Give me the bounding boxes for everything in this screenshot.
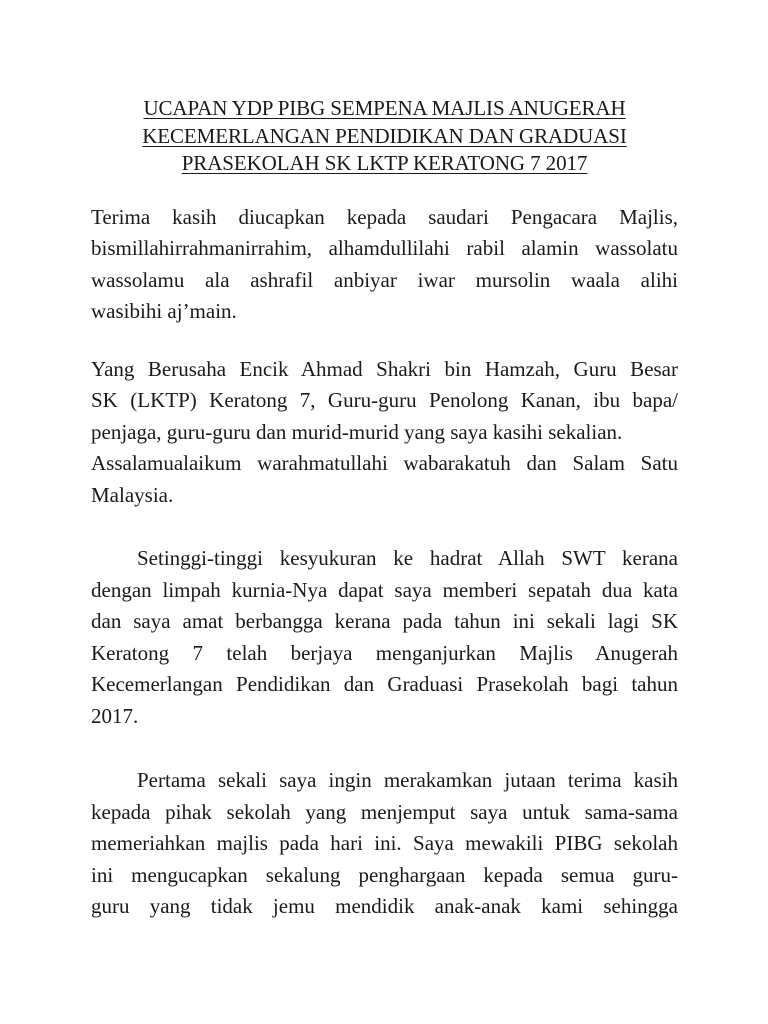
title-line: PRASEKOLAH SK LKTP KERATONG 7 2017 bbox=[181, 151, 588, 175]
paragraph-line: 2017. bbox=[91, 703, 139, 728]
paragraph-line: Yang Berusaha Encik Ahmad Shakri bin Hamzah, Guru Besar bbox=[91, 356, 678, 381]
paragraph-line: Kecemerlangan Pendidikan dan Graduasi Prasekolah bagi tahun bbox=[91, 672, 678, 696]
paragraph-line: memeriahkan majlis pada hari ini. Saya mewakili PIBG sekolah bbox=[91, 831, 678, 855]
paragraph-line: guru yang tidak jemu mendidik anak-anak kami sehingga bbox=[91, 894, 678, 918]
paragraph-line: Assalamualaikum warahmatullahi wabarakatuh dan Salam Satu bbox=[91, 451, 678, 475]
document-title bbox=[91, 95, 678, 178]
paragraph-line: Setinggi-tinggi kesyukuran ke hadrat Allah SWT kerana bbox=[137, 546, 678, 570]
paragraph-line: dan saya amat berbangga kerana pada tahun ini sekali lagi SK bbox=[91, 609, 678, 633]
title-line: KECEMERLANGAN PENDIDIKAN DAN GRADUASI bbox=[142, 123, 627, 148]
paragraph-gratitude bbox=[91, 543, 678, 732]
paragraph-line: penjaga, guru-guru dan murid-murid yang saya kasihi sekalian. bbox=[91, 419, 623, 444]
paragraph-greeting bbox=[91, 202, 678, 328]
paragraph-line: wasibihi aj’main. bbox=[91, 299, 237, 323]
paragraph-line: SK (LKTP) Keratong 7, Guru-guru Penolong Kanan, ibu bapa/ bbox=[91, 388, 678, 412]
paragraph-line: kepada pihak sekolah yang menjemput saya untuk sama-sama bbox=[91, 799, 678, 824]
paragraph-line: dengan limpah kurnia-Nya dapat saya memberi sepatah dua kata bbox=[91, 577, 678, 602]
paragraph-line: Keratong 7 telah berjaya menganjurkan Majlis Anugerah bbox=[91, 640, 678, 665]
paragraph-line: Malaysia. bbox=[91, 482, 174, 507]
paragraph-salutation bbox=[91, 354, 678, 512]
paragraph-line: Terima kasih diucapkan kepada saudari Pengacara Majlis, bbox=[91, 204, 678, 229]
paragraph-thanks bbox=[91, 765, 678, 923]
paragraph-line: Pertama sekali saya ingin merakamkan jutaan terima kasih bbox=[137, 768, 678, 792]
title-line: UCAPAN YDP PIBG SEMPENA MAJLIS ANUGERAH bbox=[143, 96, 626, 120]
paragraph-line: bismillahirrahmanirrahim, alhamdullilahi rabil alamin wassolatu bbox=[91, 236, 678, 260]
paragraph-line: ini mengucapkan sekalung penghargaan kepada semua guru- bbox=[91, 862, 678, 887]
paragraph-line: wassolamu ala ashrafil anbiyar iwar mursolin waala alihi bbox=[91, 267, 678, 292]
